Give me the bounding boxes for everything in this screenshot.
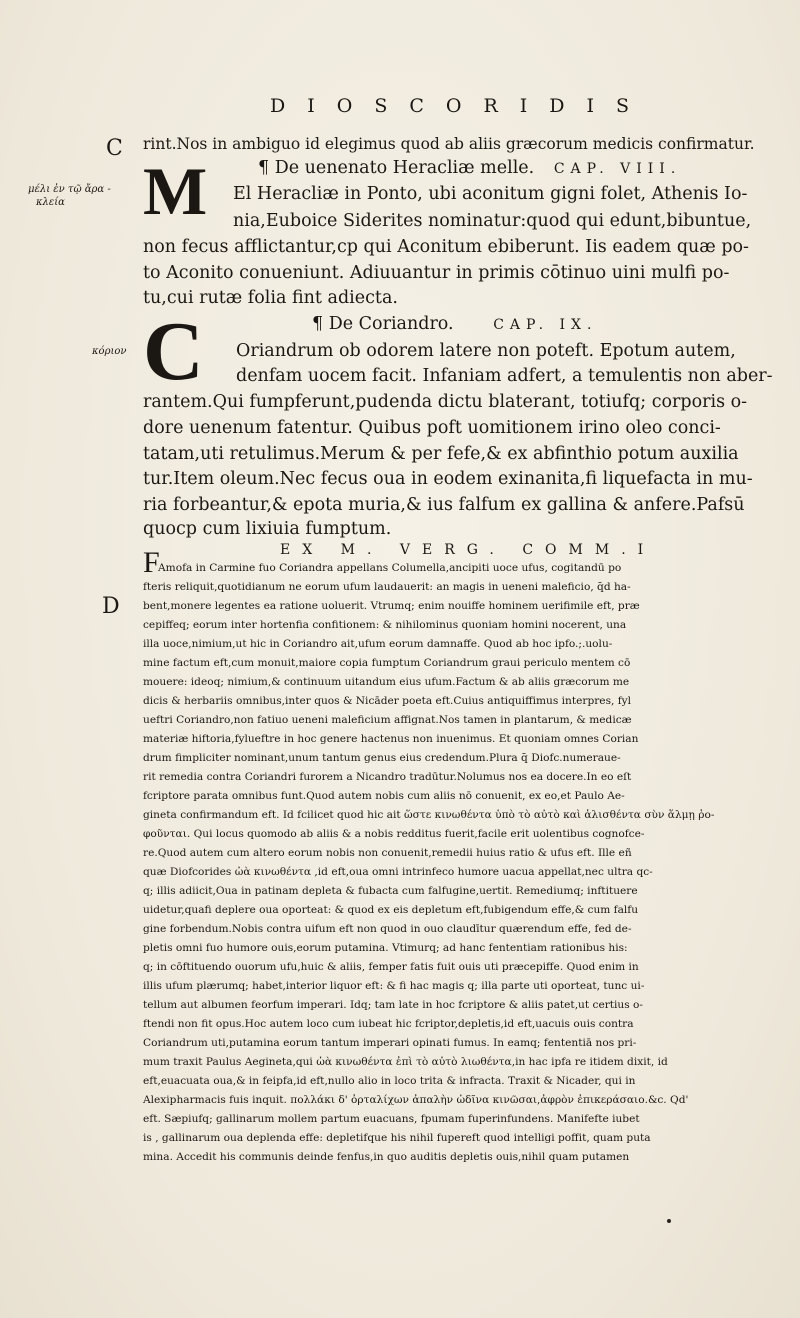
body-line: tu,cui rutæ folia fint adiecta. — [143, 288, 398, 308]
commentary-line: uidetur,quafi deplere oua oporteat: & quod ex eis depletum eft,fubigendum effe,& cum falfu — [143, 904, 639, 916]
commentary-line: materiæ hiftoria,fylueftre in hoc genere hactenus non inuenimus. Et quoniam omnes Corian — [143, 733, 639, 745]
commentary-line: q; illis adiicit,Oua in patinam depleta & fubacta cum falfugine,uertit. Remediumq; inftituere — [143, 885, 638, 897]
commentary-line: tellum aut albumen feorfum imperari. Idq; tam late in hoc fcriptore & aliis patet,ut certius o- — [143, 999, 644, 1011]
body-line: dore uenenum fatentur. Quibus poft uomitionem irino oleo conci- — [143, 418, 721, 438]
body-line: non fecus afflictantur,cp qui Aconitum ebiberunt. Iis eadem quæ po- — [143, 237, 749, 257]
body-line: quocp cum lixiuia fumptum. — [143, 519, 392, 539]
commentary-line: dicis & herbariis omnibus,inter quos & Nicāder poeta eft.Cuius antiquiffimus interpres, fyl — [143, 695, 632, 707]
commentary-line: q; in cōftituendo ouorum ufu,huic & aliis, femper fatis fuit ouis uti præcepiffe. Quod enim in — [143, 961, 639, 973]
commentary-line: pletis omni fuo humore ouis,eorum putamina. Vtimurq; ad hanc fententiam rationibus his: — [143, 942, 628, 954]
drop-cap: F — [143, 546, 160, 579]
chapter-number: CAP. VIII. — [553, 161, 682, 177]
commentary-line: Amofa in Carmine fuo Coriandra appellans Columella,ancipiti uoce ufus, cogitandū po — [158, 562, 622, 574]
commentary-line: eft,euacuata oua,& in feipfa,id eft,nullo alio in loco trita & infracta. Traxit & Nicader, qui in — [143, 1075, 636, 1087]
chapter-number: CAP. IX. — [493, 317, 598, 333]
heading-title: ¶ De uenenato Heracliæ melle. — [258, 158, 535, 178]
commentary-line: φοῦνται. Qui locus quomodo ab aliis & a nobis redditus fuerit,facile erit uolentibus cognofce- — [143, 828, 645, 840]
commentary-line: Alexipharmacis fuis inquit. πολλάκι δ' ὀρταλίχων ἀπαλὴν ὠδῖνα κινῶσαι,ἀφρὸν ἐπικεράσαιο.&c. Qd' — [143, 1094, 689, 1106]
commentary-line: ueftri Coriandro,non fatiuo ueneni maleficium affignat.Nos tamen in plantarum, & medicæ — [143, 714, 632, 726]
body-line: rantem.Qui fumpferunt,pudenda dictu blaterant, totiufq; corporis o- — [143, 392, 748, 412]
commentary-line: illis ufum plærumq; habet,interior liquor eft: & fi hac magis q; illa parte uti oporteat, tunc ui- — [143, 980, 645, 992]
commentary-line: fcriptore parata omnibus funt.Quod autem nobis cum aliis nō conuenit, ex eo,et Paulo Ae- — [143, 790, 625, 802]
commentary-line: cepiffeq; eorum inter hortenfia confitionem: & nihilominus quoniam homini nocerent, una — [143, 619, 627, 631]
commentary-line: mina. Accedit his communis deinde fenfus,in quo auditis depletis ouis,nihil quam putamen — [143, 1151, 630, 1163]
commentary-line: mum traxit Paulus Aegineta,qui ὠὰ κινωθέντα ἐπὶ τὸ αὐτὸ λιωθέντα,in hac ipfa re itidem dixit, id — [143, 1056, 668, 1068]
running-title: DIOSCORIDIS — [270, 95, 652, 117]
body-line: tur.Item oleum.Nec fecus oua in eodem exinanita,fi liquefacta in mu- — [143, 469, 753, 489]
body-line: ria forbeantur,& epota muria,& ius falfum ex gallina & anfere.Pafsū — [143, 495, 745, 515]
margin-greek-note-line: μέλι ἐν τῷ ἄρα - — [28, 184, 111, 195]
body-line: El Heracliæ in Ponto, ubi aconitum gigni folet, Athenis Io- — [233, 184, 748, 204]
body-line: Oriandrum ob odorem latere non poteft. Epotum autem, — [236, 341, 736, 361]
commentary-line: illa uoce,nimium,ut hic in Coriandro ait,ufum eorum damnaffe. Quod ab hoc ipfo.;.uolu- — [143, 638, 613, 650]
margin-greek-note-koriandro: κόριον — [92, 346, 127, 357]
commentary-line: gineta confirmandum eft. Id fcilicet quod hic ait ὥστε κινωθέντα ὑπὸ τὸ αὐτὸ καὶ ἁλισθέντα σὺν ἅλμῃ ῥο- — [143, 809, 715, 821]
commentary-line: ftendi non fit opus.Hoc autem loco cum iubeat hic fcriptor,depletis,id eft,uacuis ouis contra — [143, 1018, 634, 1030]
commentary-line: bent,monere legentes ea ratione uoluerit. Vtrumq; enim nouiffe hominem uerifimile eft, præ — [143, 600, 640, 612]
commentary-line: rit remedia contra Coriandri furorem a Nicandro tradūtur.Nolumus nos ea docere.In eo eſt — [143, 771, 632, 783]
commentary-line: gine forbendum.Nobis contra uifum eft non quod in ouo claudītur quærendum effe, fed de- — [143, 923, 632, 935]
commentary-heading: EX M. VERG. COMM.I — [280, 542, 656, 558]
section-heading — [312, 314, 597, 334]
margin-greek-note — [28, 183, 111, 209]
commentary-line: mine factum eft,cum monuit,maiore copia fumptum Coriandrum graui periculo mentem cō — [143, 657, 631, 669]
paper-speck — [667, 1219, 671, 1223]
margin-letter-c: C — [106, 136, 123, 161]
margin-greek-note-line: κλεία — [36, 197, 65, 208]
commentary-line: eft. Sæpiufq; gallinarum mollem partum euacuans, fpumam fuperinfundens. Manifefte iubet — [143, 1113, 640, 1125]
body-line: to Aconito conueniunt. Adiuuantur in primis cōtinuo uini mulfi po- — [143, 263, 730, 283]
body-line: tatam,uti retulimus.Merum & per fefe,& ex abfinthio potum auxilia — [143, 444, 739, 464]
drop-cap: M — [143, 153, 208, 229]
commentary-line: is , gallinarum oua deplenda effe: depletifque his nihil fupereft quod intelligi poffit, quam puta — [143, 1132, 651, 1144]
commentary-line: re.Quod autem cum altero eorum nobis non conuenit,remedii huius ratio & ufus eft. Ille eñ — [143, 847, 632, 859]
drop-cap: C — [143, 305, 204, 398]
commentary-line: drum fimpliciter nominant,unum tantum genus eius credendum.Plura q̄ Diofc.numeraue- — [143, 752, 621, 764]
body-line: rint.Nos in ambiguo id elegimus quod ab aliis græcorum medicis confirmatur. — [143, 135, 755, 153]
margin-letter-d: D — [102, 594, 120, 619]
commentary-line: Coriandrum uti,putamina eorum tantum imperari opinati fumus. In eamq; fententiā nos pri- — [143, 1037, 637, 1049]
commentary-line: quæ Diofcorides ὠὰ κινωθέντα ,id eft,oua omni intrinfeco humore uacua appellat,nec ultra qc- — [143, 866, 653, 878]
body-line: nia,Euboice Siderites nominatur:quod qui edunt,bibuntue, — [233, 211, 752, 231]
heading-title: ¶ De Coriandro. — [312, 314, 454, 334]
commentary-line: fteris reliquit,quotidianum ne eorum ufum laudauerit: an magis in ueneni maleficio, q̄d ha- — [143, 581, 631, 593]
body-line: denfam uocem facit. Infaniam adfert, a temulentis non aber- — [236, 366, 773, 386]
section-heading — [258, 158, 681, 178]
commentary-line: mouere: ideoq; nimium,& continuum uitandum eius ufum.Factum & ab aliis græcorum me — [143, 676, 630, 688]
